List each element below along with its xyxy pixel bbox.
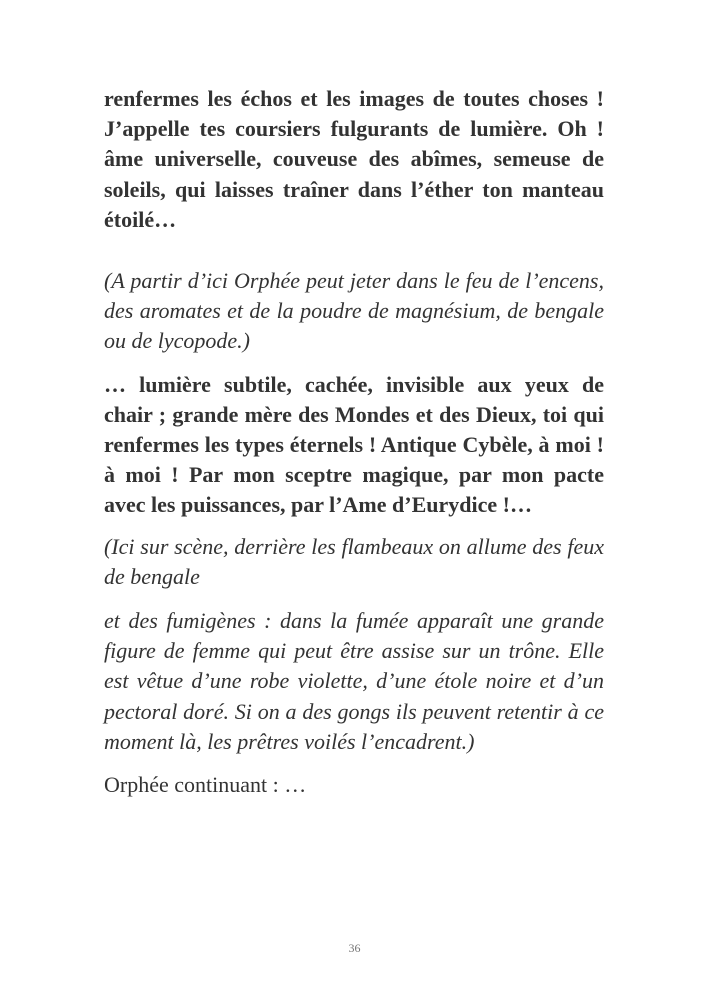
bold-incantation-paragraph-1: renfermes les échos et les images de toutes choses ! J’appelle tes coursiers fulgurants de lumière. Oh ! âme universelle, couveuse des abîmes, semeuse de soleils, qui laisses traîner dans l’éther ton manteau étoilé… <box>104 86 604 232</box>
stage-direction-paragraph-1: (A partir d’ici Orphée peut jeter dans le feu de l’encens, des aromates et de la poudre de magnésium, de bengale ou de lycopode.) <box>104 268 604 354</box>
page-number: 36 <box>348 941 361 955</box>
bold-incantation-paragraph-2: … lumière subtile, cachée, invisible aux yeux de chair ; grande mère des Mondes et des Dieux, toi qui renfermes les types éternels ! Antique Cybèle, à moi ! à moi ! Par mon sceptre magique, par mon pacte avec les puissances, par l’Ame d’Eurydice !… <box>104 371 604 518</box>
stage-direction-paragraph-3: et des fumigènes : dans la fumée apparaît une grande figure de femme qui peut être assise sur un trône. Elle est vêtue d’une robe violette, d’une étole noire et d’un pectoral doré. Si on a des gongs ils peuvent retentir à ce moment là, les prêtres voilés l’encadrent.) <box>104 608 604 754</box>
stage-direction-paragraph-2: (Ici sur scène, derrière les flambeaux on allume des feux de bengale <box>104 533 604 589</box>
speaker-line: Orphée continuant : … <box>104 772 307 798</box>
page-body <box>104 84 604 800</box>
